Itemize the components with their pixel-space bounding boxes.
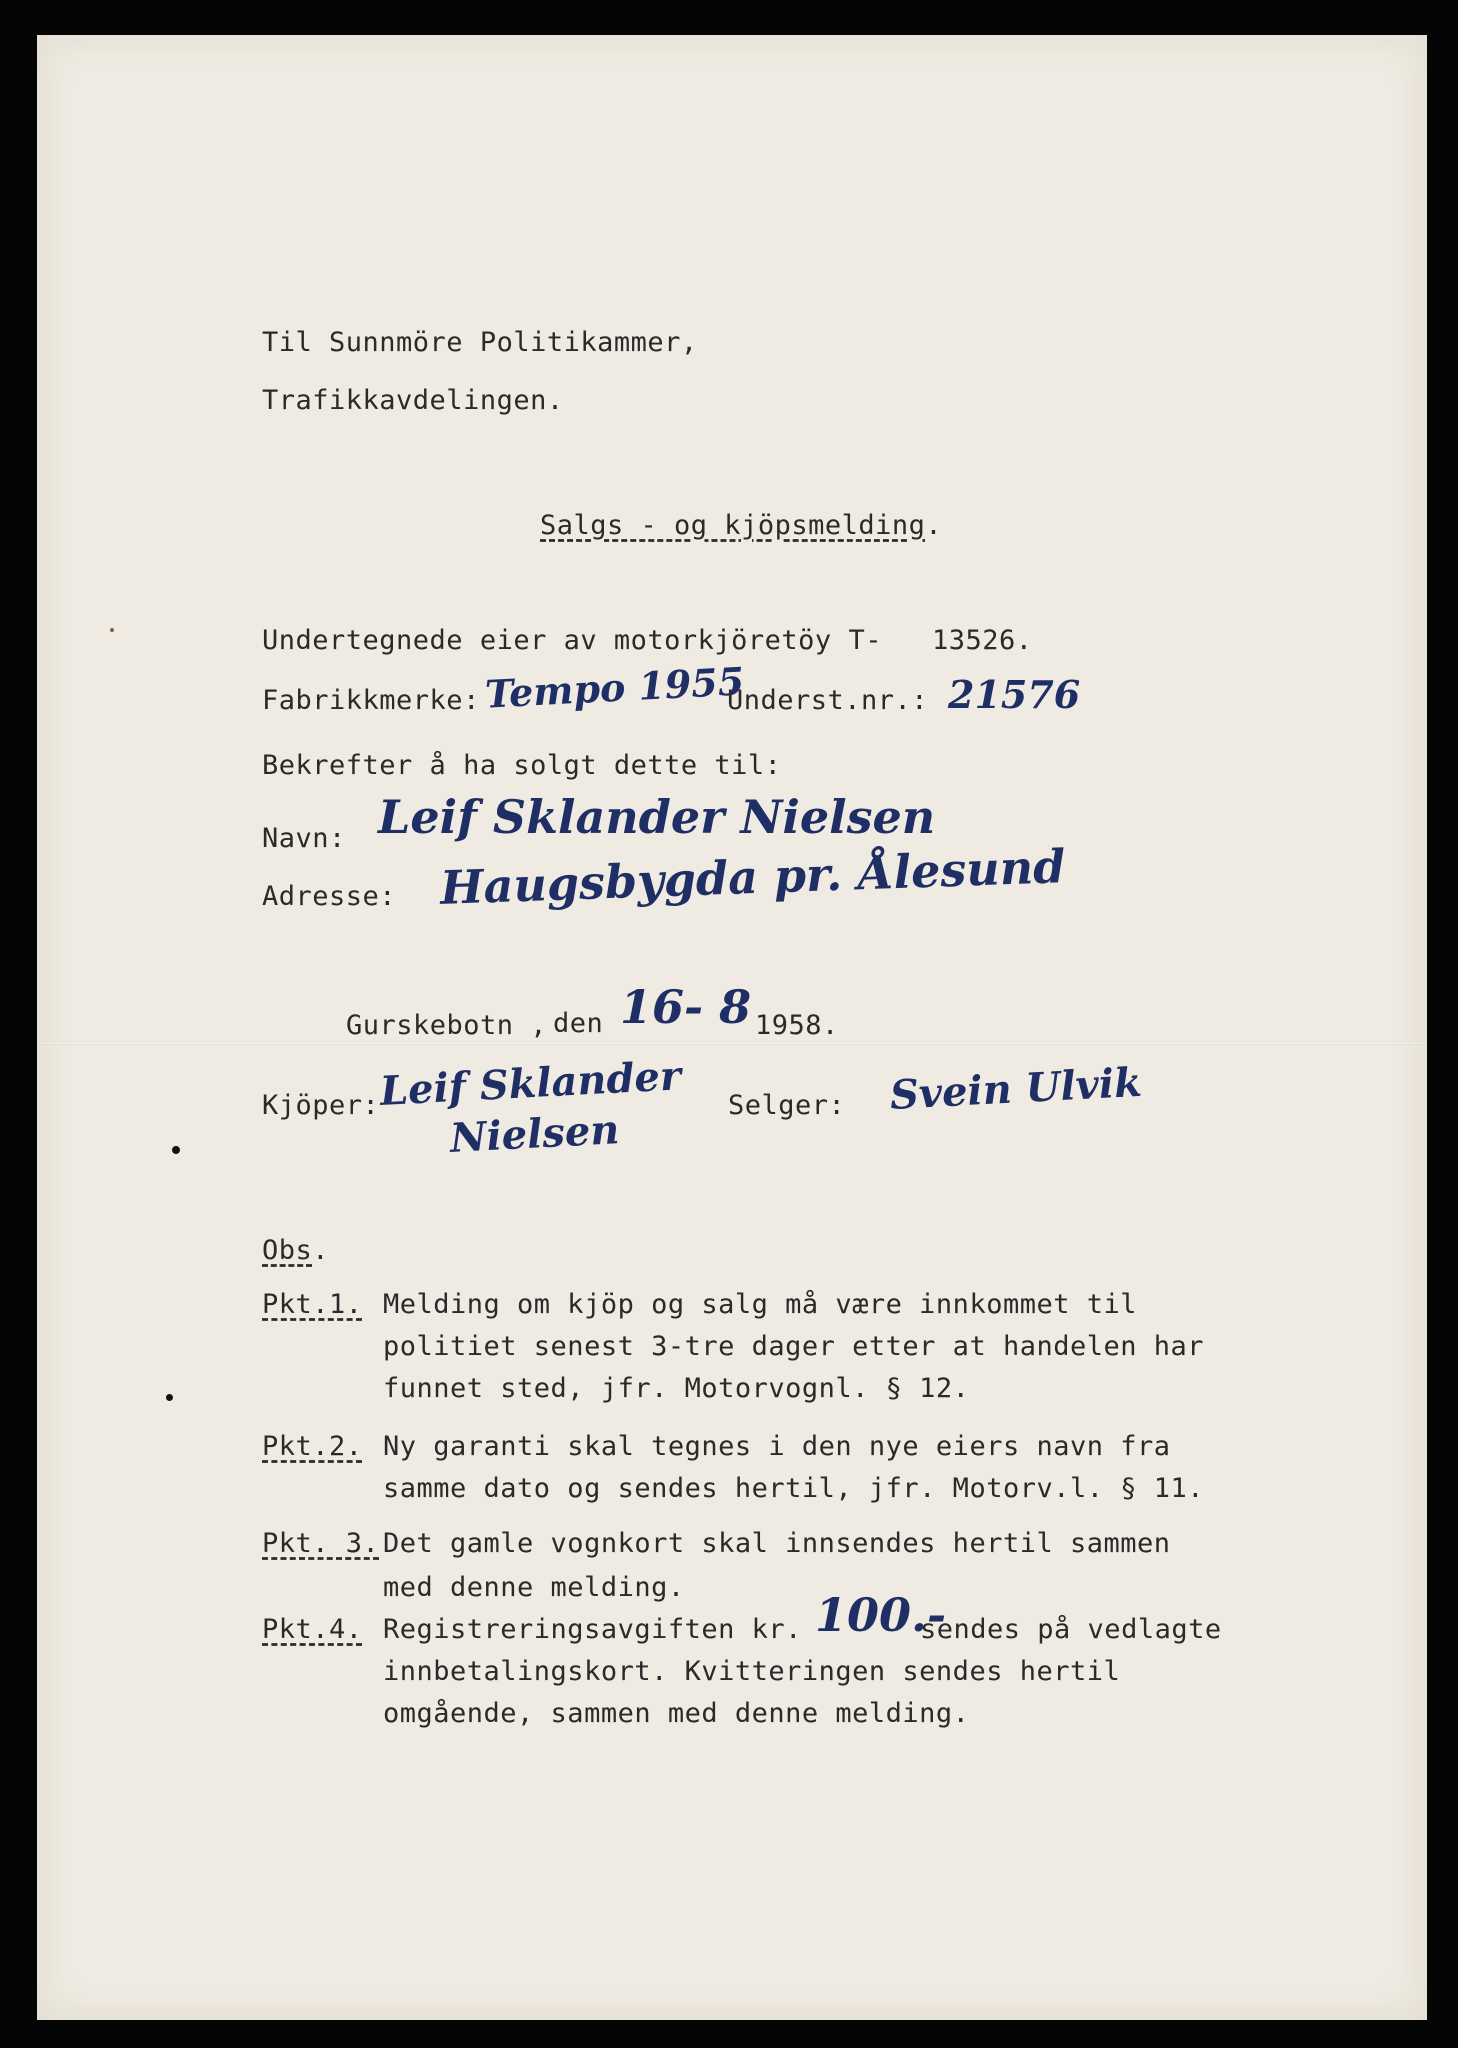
address-value-handwritten: Haugsbygda pr. Ålesund [439, 839, 1067, 915]
obs-item-line: Melding om kjöp og salg må være innkommet til [383, 1289, 1137, 1320]
place: Gurskebotn , [346, 1010, 548, 1041]
document-title: Salgs - og kjöpsmelding [540, 510, 926, 541]
ink-speck [172, 1146, 180, 1154]
obs-item-line: samme dato og sendes hertil, jfr. Motorv.l. § 11. [383, 1473, 1205, 1504]
seller-signature: Svein Ulvik [888, 1058, 1143, 1119]
date-handwritten: 16- 8 [620, 980, 752, 1034]
document-title-wrap [540, 510, 942, 541]
recipient-line2: Trafikkavdelingen. [262, 385, 564, 416]
obs-item-line: omgående, sammen med denne melding. [383, 1698, 970, 1729]
obs-item-line: innbetalingskort. Kvitteringen sendes hertil [383, 1656, 1121, 1687]
make-value-handwritten: Tempo 1955 [484, 658, 746, 717]
fee-amount-handwritten: 100.- [815, 1588, 947, 1642]
name-value-handwritten: Leif Sklander Nielsen [378, 790, 936, 844]
document-title-end: . [925, 510, 943, 541]
registration-number: 13526. [932, 625, 1033, 656]
address-label: Adresse: [262, 881, 397, 912]
obs-item-label: Pkt.1. [262, 1289, 363, 1320]
obs-item-line-after-amount: sendes på vedlagte [920, 1614, 1222, 1645]
obs-heading: Obs [262, 1235, 313, 1266]
den-word: den [553, 1008, 604, 1039]
name-label: Navn: [262, 823, 346, 854]
confirm-line: Bekrefter å ha solgt dette til: [262, 750, 782, 781]
chassis-value-handwritten: 21576 [948, 672, 1081, 717]
obs-item-line: funnet sted, jfr. Motorvognl. § 12. [383, 1373, 970, 1404]
year: 1958. [755, 1010, 839, 1041]
obs-item-label: Pkt.4. [262, 1614, 363, 1645]
obs-item-line: Det gamle vognkort skal innsendes hertil sammen [383, 1528, 1171, 1559]
obs-item-label: Pkt. 3. [262, 1528, 380, 1559]
obs-item-line: Ny garanti skal tegnes i den nye eiers navn fra [383, 1431, 1171, 1462]
chassis-label: Underst.nr.: [727, 685, 929, 716]
obs-heading-end: . [312, 1235, 330, 1266]
obs-item-label: Pkt.2. [262, 1431, 363, 1462]
ink-speck [166, 1394, 173, 1401]
buyer-label: Kjöper: [262, 1090, 380, 1121]
fold-crease [37, 1041, 1427, 1045]
seller-label: Selger: [728, 1090, 846, 1121]
make-label: Fabrikkmerke: [262, 685, 480, 716]
owner-line: Undertegnede eier av motorkjöretöy T- [262, 625, 882, 656]
obs-heading-wrap [262, 1235, 329, 1266]
obs-item-line: politiet senest 3-tre dager etter at handelen har [383, 1331, 1205, 1362]
buyer-signature-line1: Leif Sklander [378, 1052, 683, 1115]
obs-item-line: med denne melding. [383, 1572, 685, 1603]
obs-item-line-before-amount: Registreringsavgiften kr. [383, 1614, 802, 1645]
buyer-signature-line2: Nielsen [448, 1106, 621, 1162]
recipient-line1: Til Sunnmöre Politikammer, [262, 327, 698, 358]
ink-speck [110, 628, 114, 632]
